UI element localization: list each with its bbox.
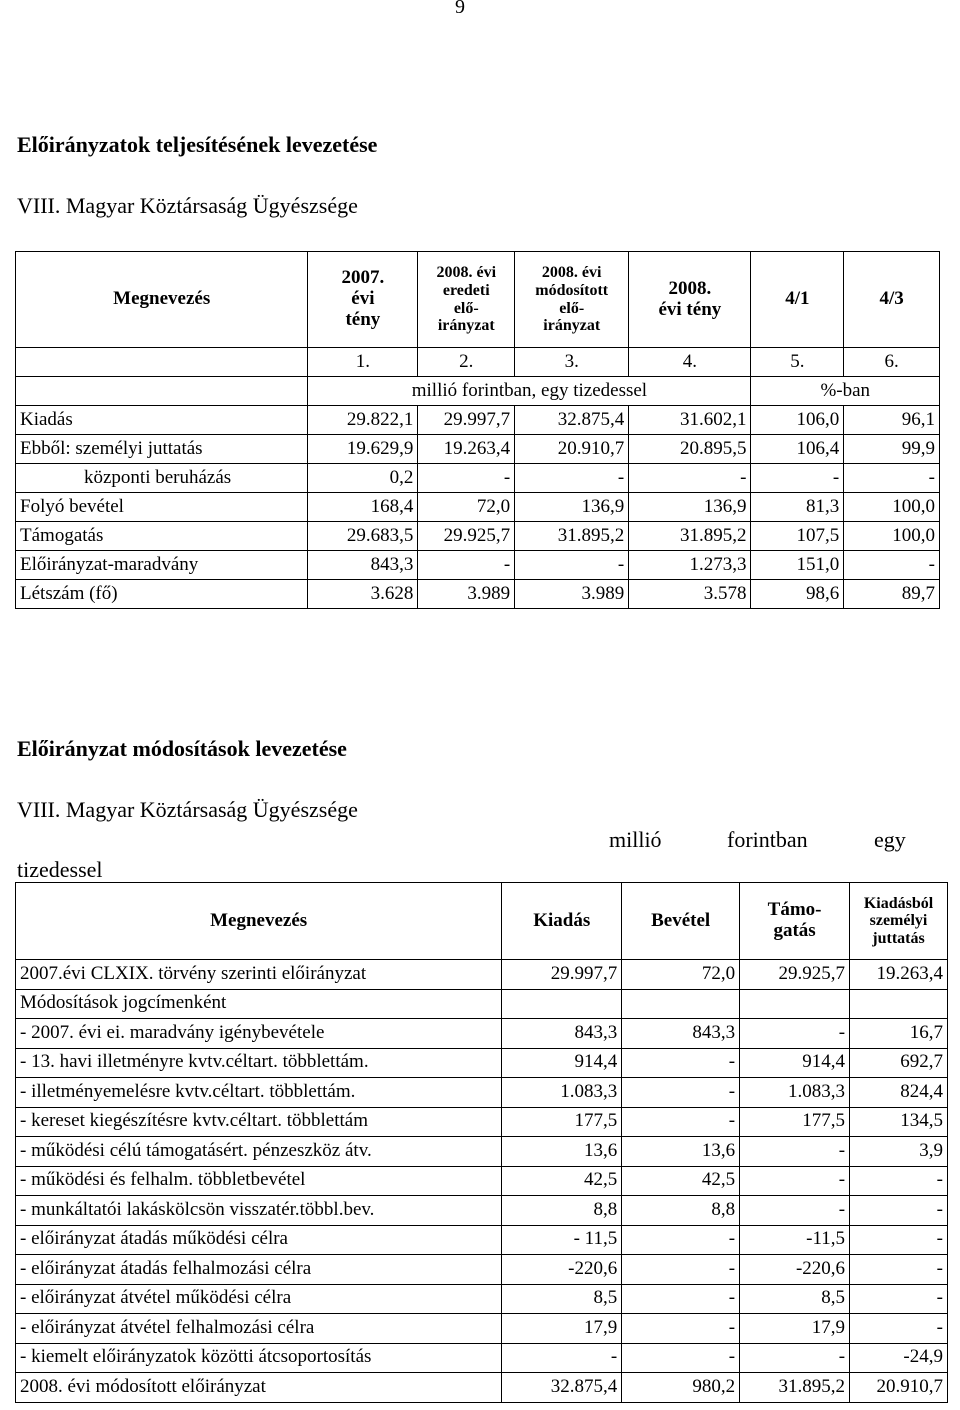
t2-header-bevetel: Bevétel bbox=[622, 883, 740, 960]
cell-value: 136,9 bbox=[515, 493, 629, 522]
cell-value: 17,9 bbox=[740, 1314, 850, 1344]
cell-value: 20.910,7 bbox=[515, 435, 629, 464]
cell-value: 20.910,7 bbox=[850, 1373, 948, 1403]
cell-value: 42,5 bbox=[502, 1166, 622, 1196]
cell-value: 31.895,2 bbox=[515, 522, 629, 551]
cell-value: 81,3 bbox=[751, 493, 844, 522]
cell-value: 106,4 bbox=[751, 435, 844, 464]
table-row bbox=[16, 1078, 948, 1108]
row-label: - előirányzat átvétel felhalmozási célra bbox=[16, 1314, 502, 1344]
cell-value: 843,3 bbox=[622, 1019, 740, 1049]
cell-value bbox=[622, 989, 740, 1019]
cell-value: 8,5 bbox=[740, 1284, 850, 1314]
cell-value: - bbox=[850, 1196, 948, 1226]
row-label: Kiadás bbox=[16, 406, 308, 435]
unit-empty bbox=[16, 377, 308, 406]
cell-value: - bbox=[515, 464, 629, 493]
cell-value: - bbox=[850, 1166, 948, 1196]
cell-value: - bbox=[740, 1137, 850, 1167]
cell-value: 8,8 bbox=[622, 1196, 740, 1226]
modification-table bbox=[15, 882, 948, 1403]
table-row bbox=[16, 1019, 948, 1049]
colnum-2: 2. bbox=[418, 348, 515, 377]
unit-word-1: millió bbox=[609, 827, 662, 852]
cell-value bbox=[502, 989, 622, 1019]
cell-value: - bbox=[850, 1255, 948, 1285]
header-empty bbox=[16, 348, 308, 377]
cell-value: 100,0 bbox=[844, 522, 940, 551]
cell-value: -11,5 bbox=[740, 1225, 850, 1255]
cell-value: -24,9 bbox=[850, 1343, 948, 1373]
cell-value: 843,3 bbox=[308, 551, 418, 580]
cell-value: - bbox=[418, 464, 515, 493]
cell-value: - bbox=[622, 1255, 740, 1285]
cell-value: 19.263,4 bbox=[850, 960, 948, 990]
colnum-3: 3. bbox=[515, 348, 629, 377]
cell-value: - bbox=[502, 1343, 622, 1373]
cell-value: 692,7 bbox=[850, 1048, 948, 1078]
cell-value: 8,8 bbox=[502, 1196, 622, 1226]
cell-value: 31.895,2 bbox=[629, 522, 751, 551]
row-label: 2007.évi CLXIX. törvény szerinti előirányzat bbox=[16, 960, 502, 990]
cell-value: 19.629,9 bbox=[308, 435, 418, 464]
colnum-4: 4. bbox=[629, 348, 751, 377]
cell-value: 8,5 bbox=[502, 1284, 622, 1314]
unit-label: millió forintban, egy tizedessel bbox=[308, 377, 751, 406]
cell-value: - bbox=[740, 1166, 850, 1196]
cell-value: - bbox=[751, 464, 844, 493]
section1-title: Előirányzatok teljesítésének levezetése bbox=[17, 132, 378, 157]
execution-table bbox=[15, 251, 940, 609]
table-row bbox=[16, 1048, 948, 1078]
cell-value: 96,1 bbox=[844, 406, 940, 435]
table-row bbox=[16, 435, 940, 464]
cell-value: 20.895,5 bbox=[629, 435, 751, 464]
row-label: - előirányzat átadás felhalmozási célra bbox=[16, 1255, 502, 1285]
row-label: - előirányzat átadás működési célra bbox=[16, 1225, 502, 1255]
header-2008-teny: 2008. évi tény bbox=[629, 252, 751, 348]
cell-value: - bbox=[622, 1343, 740, 1373]
cell-value: 3.578 bbox=[629, 580, 751, 609]
t2-header-kiadas: Kiadás bbox=[502, 883, 622, 960]
cell-value: 100,0 bbox=[844, 493, 940, 522]
table-row bbox=[16, 464, 940, 493]
cell-value: 29.925,7 bbox=[418, 522, 515, 551]
row-label: 2008. évi módosított előirányzat bbox=[16, 1373, 502, 1403]
cell-value: 42,5 bbox=[622, 1166, 740, 1196]
cell-value: 72,0 bbox=[622, 960, 740, 990]
unit-percent: %-ban bbox=[751, 377, 940, 406]
cell-value: - bbox=[418, 551, 515, 580]
page-number: 9 bbox=[455, 0, 465, 18]
colnum-5: 5. bbox=[751, 348, 844, 377]
header-4-3: 4/3 bbox=[844, 252, 940, 348]
cell-value: - bbox=[515, 551, 629, 580]
cell-value: -220,6 bbox=[740, 1255, 850, 1285]
cell-value: 136,9 bbox=[629, 493, 751, 522]
unit-word-2: forintban bbox=[727, 827, 808, 852]
t2-header-name: Megnevezés bbox=[16, 883, 502, 960]
cell-value: - bbox=[850, 1314, 948, 1344]
t2-header-tamogatas: Támo- gatás bbox=[740, 883, 850, 960]
cell-value: 89,7 bbox=[844, 580, 940, 609]
cell-value: 17,9 bbox=[502, 1314, 622, 1344]
cell-value: - bbox=[622, 1078, 740, 1108]
cell-value: 843,3 bbox=[502, 1019, 622, 1049]
header-name: Megnevezés bbox=[16, 252, 308, 348]
header-2007-teny: 2007. évi tény bbox=[308, 252, 418, 348]
cell-value: 3.989 bbox=[418, 580, 515, 609]
cell-value: 29.997,7 bbox=[502, 960, 622, 990]
row-label: - kiemelt előirányzatok közötti átcsoportosítás bbox=[16, 1343, 502, 1373]
cell-value: 824,4 bbox=[850, 1078, 948, 1108]
cell-value: - bbox=[622, 1107, 740, 1137]
cell-value: - bbox=[740, 1019, 850, 1049]
header-2008-modositott: 2008. évi módosított elő- irányzat bbox=[515, 252, 629, 348]
cell-value: 1.273,3 bbox=[629, 551, 751, 580]
cell-value: 3,9 bbox=[850, 1137, 948, 1167]
row-label: Előirányzat-maradvány bbox=[16, 551, 308, 580]
table-row bbox=[16, 989, 948, 1019]
cell-value: -220,6 bbox=[502, 1255, 622, 1285]
cell-value: - 11,5 bbox=[502, 1225, 622, 1255]
cell-value: - bbox=[622, 1314, 740, 1344]
cell-value: 32.875,4 bbox=[502, 1373, 622, 1403]
row-label: - működési és felhalm. többletbevétel bbox=[16, 1166, 502, 1196]
row-label: Folyó bevétel bbox=[16, 493, 308, 522]
cell-value: 1.083,3 bbox=[502, 1078, 622, 1108]
table-row bbox=[16, 1166, 948, 1196]
cell-value: 914,4 bbox=[740, 1048, 850, 1078]
cell-value: 29.683,5 bbox=[308, 522, 418, 551]
cell-value: 3.628 bbox=[308, 580, 418, 609]
section2-subtitle: VIII. Magyar Köztársaság Ügyészsége bbox=[17, 797, 358, 822]
row-label: Támogatás bbox=[16, 522, 308, 551]
cell-value: - bbox=[622, 1048, 740, 1078]
cell-value: 168,4 bbox=[308, 493, 418, 522]
cell-value: - bbox=[622, 1225, 740, 1255]
row-label: - előirányzat átvétel működési célra bbox=[16, 1284, 502, 1314]
cell-value bbox=[740, 989, 850, 1019]
table-row bbox=[16, 551, 940, 580]
unit-tail: tizedessel bbox=[17, 857, 103, 882]
cell-value: 19.263,4 bbox=[418, 435, 515, 464]
table-row bbox=[16, 960, 948, 990]
row-label: - 13. havi illetményre kvtv.céltart. többlettám. bbox=[16, 1048, 502, 1078]
table-row bbox=[16, 1107, 948, 1137]
cell-value: 177,5 bbox=[740, 1107, 850, 1137]
row-label: - működési célú támogatásért. pénzeszköz átv. bbox=[16, 1137, 502, 1167]
cell-value: 914,4 bbox=[502, 1048, 622, 1078]
cell-value: - bbox=[740, 1343, 850, 1373]
cell-value: - bbox=[622, 1284, 740, 1314]
cell-value: 134,5 bbox=[850, 1107, 948, 1137]
table-row bbox=[16, 580, 940, 609]
table-row bbox=[16, 406, 940, 435]
cell-value: 106,0 bbox=[751, 406, 844, 435]
cell-value: 151,0 bbox=[751, 551, 844, 580]
table-row bbox=[16, 1225, 948, 1255]
cell-value: - bbox=[629, 464, 751, 493]
cell-value: 980,2 bbox=[622, 1373, 740, 1403]
table-row bbox=[16, 1314, 948, 1344]
table-row bbox=[16, 1196, 948, 1226]
section2-title: Előirányzat módosítások levezetése bbox=[17, 736, 347, 761]
row-label: Ebből: személyi juttatás bbox=[16, 435, 308, 464]
colnum-6: 6. bbox=[844, 348, 940, 377]
cell-value: - bbox=[850, 1284, 948, 1314]
cell-value: 177,5 bbox=[502, 1107, 622, 1137]
row-label: Módosítások jogcímenként bbox=[16, 989, 502, 1019]
cell-value: 99,9 bbox=[844, 435, 940, 464]
table-row bbox=[16, 1284, 948, 1314]
cell-value: 31.602,1 bbox=[629, 406, 751, 435]
cell-value: 31.895,2 bbox=[740, 1373, 850, 1403]
row-label: - kereset kiegészítésre kvtv.céltart. többlettám bbox=[16, 1107, 502, 1137]
cell-value bbox=[850, 989, 948, 1019]
cell-value: 72,0 bbox=[418, 493, 515, 522]
cell-value: 107,5 bbox=[751, 522, 844, 551]
table-row bbox=[16, 1373, 948, 1403]
row-label: - munkáltatói lakáskölcsön visszatér.többl.bev. bbox=[16, 1196, 502, 1226]
unit-word-3: egy bbox=[874, 827, 906, 852]
row-label: - illetményemelésre kvtv.céltart. többlettám. bbox=[16, 1078, 502, 1108]
table-row bbox=[16, 1137, 948, 1167]
cell-value: - bbox=[844, 464, 940, 493]
cell-value: 29.925,7 bbox=[740, 960, 850, 990]
cell-value: 0,2 bbox=[308, 464, 418, 493]
cell-value: 13,6 bbox=[622, 1137, 740, 1167]
table-row bbox=[16, 522, 940, 551]
t2-header-szemelyi: Kiadásból személyi juttatás bbox=[850, 883, 948, 960]
cell-value: - bbox=[850, 1225, 948, 1255]
cell-value: 1.083,3 bbox=[740, 1078, 850, 1108]
header-2008-eredeti: 2008. évi eredeti elő- irányzat bbox=[418, 252, 515, 348]
section1-subtitle: VIII. Magyar Köztársaság Ügyészsége bbox=[17, 193, 358, 218]
cell-value: 98,6 bbox=[751, 580, 844, 609]
cell-value: - bbox=[844, 551, 940, 580]
row-label: Létszám (fő) bbox=[16, 580, 308, 609]
row-label: - 2007. évi ei. maradvány igénybevétele bbox=[16, 1019, 502, 1049]
cell-value: 16,7 bbox=[850, 1019, 948, 1049]
cell-value: 29.997,7 bbox=[418, 406, 515, 435]
colnum-1: 1. bbox=[308, 348, 418, 377]
cell-value: 32.875,4 bbox=[515, 406, 629, 435]
cell-value: 29.822,1 bbox=[308, 406, 418, 435]
header-4-1: 4/1 bbox=[751, 252, 844, 348]
cell-value: 3.989 bbox=[515, 580, 629, 609]
row-label: központi beruházás bbox=[16, 464, 308, 493]
table-row bbox=[16, 1255, 948, 1285]
cell-value: - bbox=[740, 1196, 850, 1226]
table-row bbox=[16, 493, 940, 522]
table-row bbox=[16, 1343, 948, 1373]
cell-value: 13,6 bbox=[502, 1137, 622, 1167]
